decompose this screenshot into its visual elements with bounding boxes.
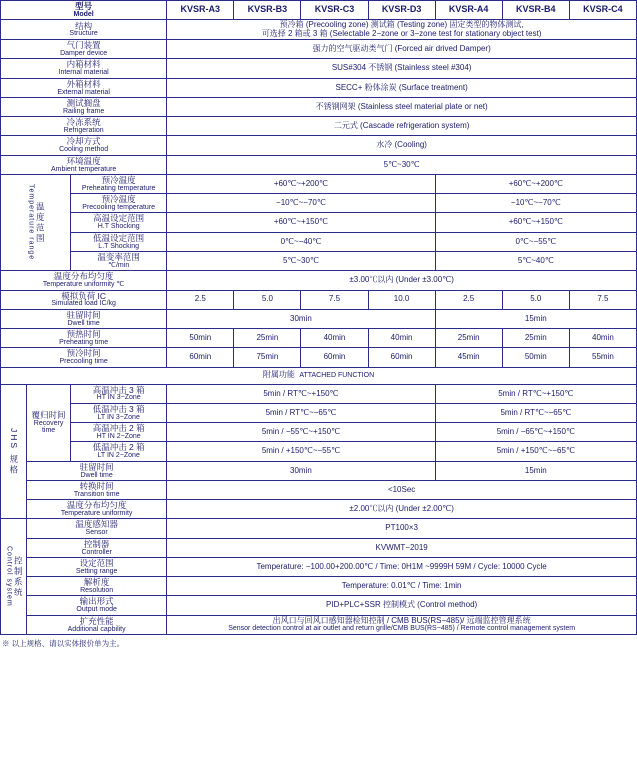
simulated-load-b3: 5.0 — [234, 290, 301, 309]
temperature-uniformity-value: ±3.00℃以内 (Under ±3.00℃) — [167, 271, 637, 290]
jhs-uniformity-value: ±2.00℃以内 (Under ±2.00℃) — [167, 500, 637, 519]
lt-shocking-label: 低温设定范围 L.T Shocking — [71, 232, 167, 251]
row-control-additional-capability — [1, 615, 637, 634]
control-controller-value: KVWMT−2019 — [167, 538, 637, 557]
external-material-label: 外箱材料 External material — [1, 78, 167, 97]
precooling-time-b4: 50min — [502, 348, 569, 367]
simulated-load-a4: 2.5 — [435, 290, 502, 309]
jhs-lt-3zone-right: 5min / RT℃~−65℃ — [435, 403, 636, 422]
precooling-temperature-label: 预冷温度 Precooling temperature — [71, 194, 167, 213]
jhs-dwell-time-left: 30min — [167, 461, 435, 480]
row-dwell-time — [1, 309, 637, 328]
row-preheating-temperature — [1, 174, 637, 193]
preheating-temperature-left: +60℃~+200℃ — [167, 174, 435, 193]
control-additional-capability-value: 出风口与回风口感知器检知控制 / CMB BUS(RS−485)/ 远端监控管理系统 Sensor detection control at air outlet and return grille/CMB BUS(RS−485) / Remote control management system — [167, 615, 637, 634]
temperature-uniformity-label: 温度分布均匀度 Temperature uniformity ℃ — [1, 271, 167, 290]
ht-shocking-right: +60℃~+150℃ — [435, 213, 636, 232]
control-setting-range-value: Temperature: −100.00+200.00℃ / Time: 0H1M ~9999H 59M / Cycle: 10000 Cycle — [167, 557, 637, 576]
model-kvsr-a4: KVSR-A4 — [435, 1, 502, 20]
simulated-load-a3: 2.5 — [167, 290, 234, 309]
row-internal-material — [1, 59, 637, 78]
preheating-time-a3: 50min — [167, 329, 234, 348]
precooling-time-c3: 60min — [301, 348, 368, 367]
ambient-temperature-label: 环境温度 Ambient temperature — [1, 155, 167, 174]
refrigeration-label: 冷冻系统 Refrigeration — [1, 117, 167, 136]
preheating-time-a4: 25min — [435, 329, 502, 348]
dwell-time-right: 15min — [435, 309, 636, 328]
simulated-load-label: 模拟负荷 IC Simulated load IC/kg — [1, 290, 167, 309]
preheating-time-b4: 25min — [502, 329, 569, 348]
control-setting-range-label: 设定范围 Setting range — [27, 557, 167, 576]
railing-frame-value: 不锈钢网架 (Stainless steel material plate or net) — [167, 97, 637, 116]
preheating-temperature-right: +60℃~+200℃ — [435, 174, 636, 193]
control-output-mode-value: PID+PLC+SSR 控制模式 (Control method) — [167, 596, 637, 615]
preheating-time-c3: 40min — [301, 329, 368, 348]
lt-shocking-left: 0℃~−40℃ — [167, 232, 435, 251]
control-sensor-label: 温度感知器 Sensor — [27, 519, 167, 538]
row-jhs-transition-time — [1, 480, 637, 499]
jhs-ht-2zone-left: 5min / −55℃~+150℃ — [167, 423, 435, 442]
precooling-temperature-left: −10℃~−70℃ — [167, 194, 435, 213]
jhs-transition-time-label: 转换时间 Transition time — [27, 480, 167, 499]
precooling-time-c4: 55min — [569, 348, 636, 367]
footer-note: ※ 以上规格、请以实体报价单为主。 — [2, 639, 125, 649]
row-refrigeration — [1, 117, 637, 136]
row-jhs-recovery-ht3 — [1, 384, 637, 403]
jhs-group-label: JHS 规格 — [1, 384, 27, 519]
row-lt-shocking — [1, 232, 637, 251]
jhs-lt-2zone-right: 5min / +150℃~−65℃ — [435, 442, 636, 461]
row-jhs-recovery-lt3 — [1, 403, 637, 422]
row-damper-device — [1, 40, 637, 59]
simulated-load-d3: 10.0 — [368, 290, 435, 309]
row-cooling-method — [1, 136, 637, 155]
row-ambient-temperature — [1, 155, 637, 174]
row-control-setting-range — [1, 557, 637, 576]
temp-change-rate-right: 5℃~40℃ — [435, 251, 636, 270]
jhs-recovery-time-label: 覆归时间 Recovery time — [27, 384, 71, 461]
ht-shocking-label: 高温设定范围 H.T Shocking — [71, 213, 167, 232]
model-kvsr-c3: KVSR-C3 — [301, 1, 368, 20]
row-railing-frame — [1, 97, 637, 116]
model-kvsr-d3: KVSR-D3 — [368, 1, 435, 20]
railing-frame-label: 测试搁盘 Railing frame — [1, 97, 167, 116]
row-precooling-time — [1, 348, 637, 367]
lt-shocking-right: 0℃~−55℃ — [435, 232, 636, 251]
row-control-controller — [1, 538, 637, 557]
row-temperature-uniformity — [1, 271, 637, 290]
ambient-temperature-value: 5℃~30℃ — [167, 155, 637, 174]
row-precooling-temperature — [1, 194, 637, 213]
simulated-load-b4: 5.0 — [502, 290, 569, 309]
simulated-load-c3: 7.5 — [301, 290, 368, 309]
row-preheating-time — [1, 329, 637, 348]
temperature-range-group-label: 温度范围 Temperature range — [1, 174, 71, 270]
attached-function-label: 附属功能 ATTACHED FUNCTION — [1, 367, 637, 384]
control-output-mode-label: 输出形式 Output mode — [27, 596, 167, 615]
jhs-lt-3zone-label: 低温冲击 3 箱 LT IN 3−Zone — [71, 403, 167, 422]
control-controller-label: 控制器 Controller — [27, 538, 167, 557]
jhs-lt-3zone-left: 5min / RT℃~−65℃ — [167, 403, 435, 422]
structure-value: 预冷箱 (Precooling zone) 测试箱 (Testing zone) 固定类型的物体测试, 可选择 2 箱或 3 箱 (Selectable 2−zone or 3−zone test for stationary object test) — [167, 20, 637, 40]
row-jhs-uniformity — [1, 500, 637, 519]
temp-change-rate-label: 温变率范围 ℃/min — [71, 251, 167, 270]
precooling-time-a3: 60min — [167, 348, 234, 367]
jhs-lt-2zone-left: 5min / +150℃~−55℃ — [167, 442, 435, 461]
jhs-lt-2zone-label: 低温冲击 2 箱 LT IN 2−Zone — [71, 442, 167, 461]
row-control-sensor — [1, 519, 637, 538]
preheating-time-d3: 40min — [368, 329, 435, 348]
cooling-method-value: 水冷 (Cooling) — [167, 136, 637, 155]
row-control-output-mode — [1, 596, 637, 615]
model-kvsr-c4: KVSR-C4 — [569, 1, 636, 20]
internal-material-label: 内箱材料 Internal material — [1, 59, 167, 78]
control-resolution-value: Temperature: 0.01℃ / Time: 1min — [167, 577, 637, 596]
preheating-time-c4: 40min — [569, 329, 636, 348]
jhs-dwell-time-right: 15min — [435, 461, 636, 480]
preheating-time-label: 预热时间 Preheating time — [1, 329, 167, 348]
internal-material-value: SUS#304 不锈钢 (Stainless steel #304) — [167, 59, 637, 78]
jhs-ht-2zone-label: 高温冲击 2 箱 HT IN 2−Zone — [71, 423, 167, 442]
row-attached-function — [1, 367, 637, 384]
structure-label: 结构 Structure — [1, 20, 167, 40]
cooling-method-label: 冷却方式 Cooling method — [1, 136, 167, 155]
row-structure — [1, 20, 637, 40]
header-model-label: 型号 Model — [1, 1, 167, 20]
precooling-time-label: 预冷时间 Precooling time — [1, 348, 167, 367]
preheating-time-b3: 25min — [234, 329, 301, 348]
damper-value: 强力的空气驱动类气门 (Forced air drived Damper) — [167, 40, 637, 59]
control-sensor-value: PT100×3 — [167, 519, 637, 538]
row-simulated-load — [1, 290, 637, 309]
precooling-temperature-right: −10℃~−70℃ — [435, 194, 636, 213]
jhs-ht-3zone-right: 5min / RT℃~+150℃ — [435, 384, 636, 403]
control-resolution-label: 解析度 Resolution — [27, 577, 167, 596]
preheating-temperature-label: 预冷温度 Preheating temperature — [71, 174, 167, 193]
control-additional-capability-label: 扩充性能 Additional capbility — [27, 615, 167, 634]
model-kvsr-b4: KVSR-B4 — [502, 1, 569, 20]
row-jhs-recovery-lt2 — [1, 442, 637, 461]
external-material-value: SECC+ 粉体涂炭 (Surface treatment) — [167, 78, 637, 97]
jhs-ht-3zone-label: 高温冲击 3 箱 HT IN 3−Zone — [71, 384, 167, 403]
control-system-group-label: 控制系统 Control system — [1, 519, 27, 635]
model-kvsr-a3: KVSR-A3 — [167, 1, 234, 20]
row-external-material — [1, 78, 637, 97]
jhs-dwell-time-label: 驻留时间 Dwell time — [27, 461, 167, 480]
row-jhs-recovery-ht2 — [1, 423, 637, 442]
jhs-transition-time-value: <10Sec — [167, 480, 637, 499]
temp-change-rate-left: 5℃~30℃ — [167, 251, 435, 270]
table-header-row — [1, 1, 637, 20]
precooling-time-d3: 60min — [368, 348, 435, 367]
dwell-time-label: 驻留时间 Dwell time — [1, 309, 167, 328]
row-jhs-dwell-time — [1, 461, 637, 480]
refrigeration-value: 二元式 (Cascade refrigeration system) — [167, 117, 637, 136]
precooling-time-a4: 45min — [435, 348, 502, 367]
jhs-uniformity-label: 温度分布均匀度 Temperature uniformity — [27, 500, 167, 519]
jhs-ht-3zone-left: 5min / RT℃~+150℃ — [167, 384, 435, 403]
jhs-ht-2zone-right: 5min / −65℃~+150℃ — [435, 423, 636, 442]
row-ht-shocking — [1, 213, 637, 232]
row-temp-change-rate — [1, 251, 637, 270]
damper-label: 气门装置 Damper device — [1, 40, 167, 59]
precooling-time-b3: 75min — [234, 348, 301, 367]
simulated-load-c4: 7.5 — [569, 290, 636, 309]
ht-shocking-left: +60℃~+150℃ — [167, 213, 435, 232]
row-control-resolution — [1, 577, 637, 596]
model-kvsr-b3: KVSR-B3 — [234, 1, 301, 20]
dwell-time-left: 30min — [167, 309, 435, 328]
